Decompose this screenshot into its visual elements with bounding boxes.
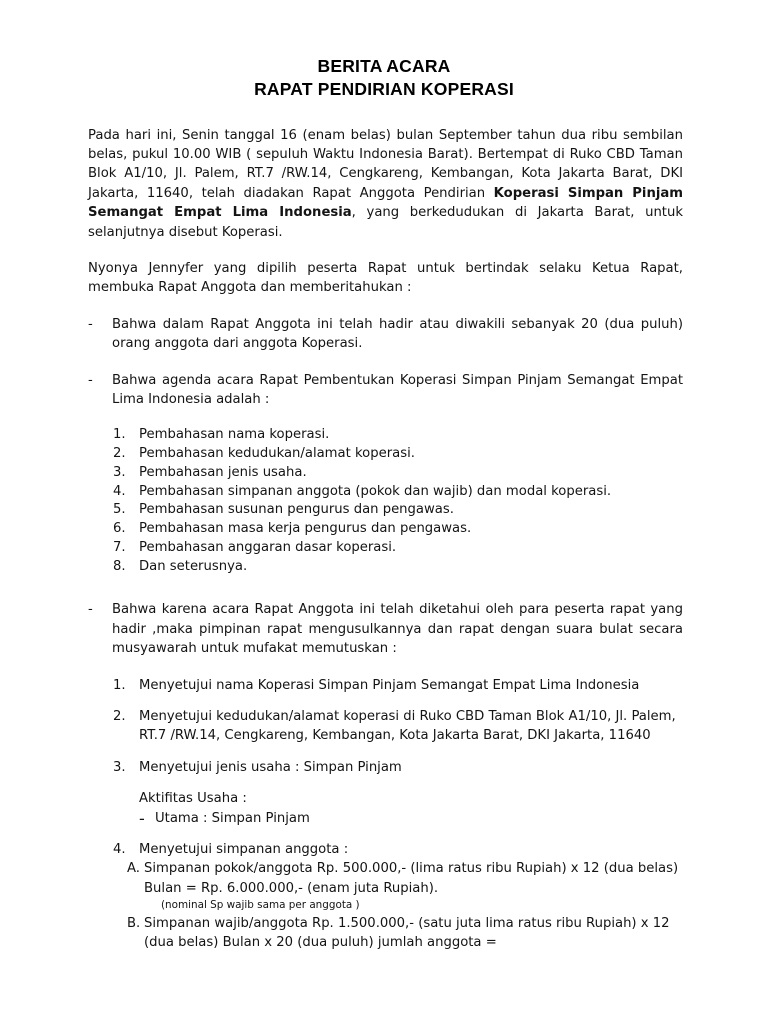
dash-bullet-icon: - [88,316,93,332]
resolution-list-item [113,676,683,695]
opening-paragraph-after-bold: , yang berkedudukan di Jakarta Barat, untuk selanjutnya disebut Koperasi. [88,205,683,240]
agenda-list-item [113,445,683,464]
agenda-item-text: Pembahasan simpanan anggota (pokok dan wajib) dan modal koperasi. [139,483,612,499]
agenda-list-item [113,483,683,502]
agenda-item-number: 2. [113,446,126,462]
resolution-list-item [113,758,683,777]
savings-item [113,859,683,898]
agenda-item-number: 1. [113,427,126,443]
notice-item-text: Bahwa dalam Rapat Anggota ini telah hadir atau diwakili sebanyak 20 (dua puluh) orang anggota dari anggota Koperasi. [112,316,683,352]
resolution-list [88,676,683,953]
savings-item-note: (nominal Sp wajib sama per anggota ) [161,899,360,912]
resolution-list-item-group [113,758,683,828]
agenda-item-text: Dan seterusnya. [139,558,248,574]
business-activity-text: Utama : Simpan Pinjam [155,810,310,826]
agenda-item-number: 4. [113,483,126,499]
agenda-list-item [113,520,683,539]
business-activity-label: Aktifitas Usaha : [139,791,247,807]
notice-item [88,371,683,410]
business-activity-item [113,809,683,828]
document-title-block [0,0,768,102]
agenda-list-item [113,558,683,577]
resolution-intro-item [88,600,683,658]
opening-paragraph-before-bold: Pada hari ini, Senin tanggal 16 (enam belas) bulan September tahun dua ribu sembilan belas, pukul 10.00 WIB ( sepuluh Waktu Indonesia Barat). Bertempat di Ruko CBD Taman Blok A1/10, Jl. Palem, RT.7 /RW.14, Cengkareng, Kembangan, Kota Jakarta Barat, DKI Jakarta, 11640, telah diadakan Rapat Anggota Pendirian [88,127,683,201]
agenda-item-text: Pembahasan masa kerja pengurus dan pengawas. [139,521,472,537]
agenda-item-number: 5. [113,502,126,518]
agenda-item-number: 8. [113,558,126,574]
agenda-item-number: 7. [113,539,126,555]
agenda-list-item [113,426,683,445]
resolution-item-number: 3. [113,759,126,775]
agenda-list-item [113,501,683,520]
agenda-item-number: 3. [113,464,126,480]
agenda-item-text: Pembahasan anggaran dasar koperasi. [139,539,397,555]
savings-item-letter: B. [127,915,141,931]
agenda-item-number: 6. [113,521,126,537]
opening-paragraph [88,126,683,242]
resolution-item-number: 4. [113,841,126,857]
agenda-list [88,426,683,576]
agenda-item-text: Pembahasan nama koperasi. [139,427,330,443]
dash-bullet-icon: - [139,808,145,828]
resolution-item-number: 1. [113,677,126,693]
dash-bullet-icon: - [88,372,93,388]
resolution-intro-text: Bahwa karena acara Rapat Anggota ini telah diketahui oleh para peserta rapat yang hadir ,maka pimpinan rapat mengusulkannya dan rapat dengan suara bulat secara musyawarah untuk mufakat memutuskan : [112,602,683,657]
resolution-item-text: Menyetujui kedudukan/alamat koperasi di Ruko CBD Taman Blok A1/10, Jl. Palem, RT.7 /RW.14, Cengkareng, Kembangan, Kota Jakarta Barat, DKI Jakarta, 11640 [139,708,676,744]
resolution-item-number: 2. [113,708,126,724]
page-title-line-2: RAPAT PENDIRIAN KOPERASI [254,79,514,100]
resolution-list-item [113,707,683,746]
document-body [0,126,768,953]
savings-item-text: Simpanan wajib/anggota Rp. 1.500.000,- (satu juta lima ratus ribu Rupiah) x 12 (dua belas) Bulan x 20 (dua puluh) jumlah anggota = [144,915,670,951]
chairperson-paragraph: Nyonya Jennyfer yang dipilih peserta Rapat untuk bertindak selaku Ketua Rapat, membuka Rapat Anggota dan memberitahukan : [88,260,683,296]
agenda-list-item [113,464,683,483]
agenda-list-item [113,539,683,558]
agenda-item-text: Pembahasan kedudukan/alamat koperasi. [139,446,415,462]
page-title-line-1: BERITA ACARA [317,56,451,76]
agenda-item-text: Pembahasan jenis usaha. [139,464,307,480]
savings-item-letter: A. [127,861,140,877]
savings-item-text: Simpanan pokok/anggota Rp. 500.000,- (lima ratus ribu Rupiah) x 12 (dua belas) Bulan = Rp. 6.000.000,- (enam juta Rupiah). [144,861,679,896]
cooperative-name-bold: Koperasi Simpan Pinjam Semangat Empat Lima Indonesia [88,185,683,221]
dash-bullet-icon: - [88,602,93,618]
resolution-list-item [113,840,683,859]
notice-item [88,315,683,354]
resolution-item-text: Menyetujui simpanan anggota : [139,841,349,857]
notice-item-text: Bahwa agenda acara Rapat Pembentukan Koperasi Simpan Pinjam Semangat Empat Lima Indonesia adalah : [112,372,683,407]
agenda-item-text: Pembahasan susunan pengurus dan pengawas. [139,502,454,518]
resolution-item-text: Menyetujui nama Koperasi Simpan Pinjam Semangat Empat Lima Indonesia [139,677,640,693]
savings-item [113,914,683,953]
resolution-item-text: Menyetujui jenis usaha : Simpan Pinjam [139,759,402,775]
